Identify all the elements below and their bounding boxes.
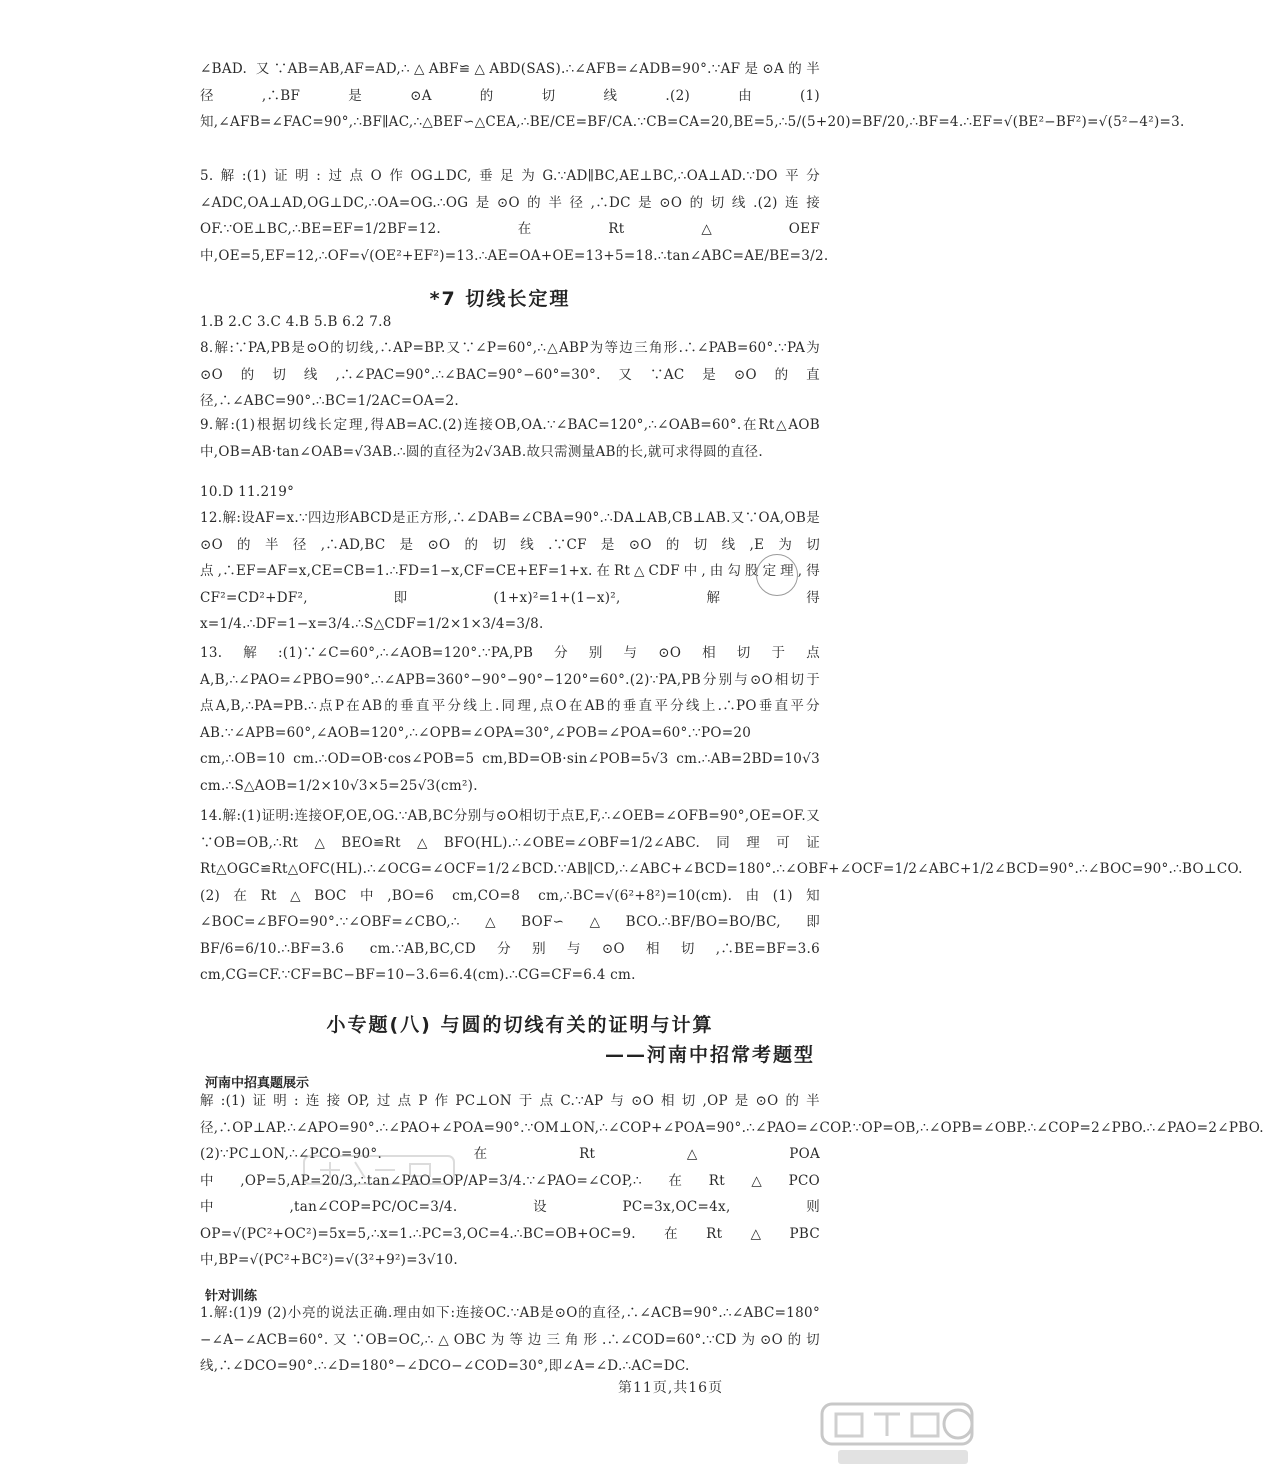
answer-14: 14.解:(1)证明:连接OF,OE,OG.∵AB,BC分别与⊙O相切于点E,F,∴∠OEB=∠OFB=90°,OE=OF.又∵OB=OB,∴Rt△BEO≌Rt△BFO(HL).∴∠OBE=∠OBF=1/2∠ABC.同理可证Rt△OGC≌Rt△OFC(HL).∴∠OCG=∠OCF=1/2∠BCD.∵AB∥CD,∴∠ABC+∠BCD=180°.∴∠OBF+∠OCF=1/2∠ABC+1/2∠BCD=90°.∴∠BOC=90°.∴BO⊥CO.(2)在Rt△BOC中,BO=6 cm,CO=8 cm,∴BC=√(6²+8²)=10(cm).由(1)知∠BOC=∠BFO=90°.∵∠OBF=∠CBO,∴△BOF∽△BCO.∴BF/BO=BO/BC,即BF/6=6/10.∴BF=3.6 cm.∵AB,BC,CD分别与⊙O相切,∴BE=BF=3.6 cm,CG=CF.∵CF=BC−BF=10−3.6=6.4(cm).∴CG=CF=6.4 cm. [200,808,1243,983]
section-title-7: *7 切线长定理 [429,288,571,310]
watermark-text-icon [300,1150,460,1190]
answer-training-1: 1.解:(1)9 (2)小亮的说法正确.理由如下:连接OC.∵AB是⊙O的直径,∴∠ACB=90°.∴∠ABC=180°−∠A−∠ACB=60°.又∵OB=OC,∴△OBC为等边三角形.∴∠COD=60°.∵CD为⊙O的切线,∴∠DCO=90°.∴∠D=180°−∠DCO−∠COD=30°,即∠A=∠D.∴AC=DC. [200,1305,820,1374]
section-label-xunlian: 针对训练 [205,1289,258,1304]
answers-10-11: 10.D 11.219° [200,484,295,500]
answer-5: 5.解:(1)证明:过点O作OG⊥DC,垂足为G.∵AD∥BC,AE⊥BC,∴OA⊥AD.∵DO平分∠ADC,OA⊥AD,OG⊥DC,∴OA=OG.∴OG是⊙O的半径,∴DC是⊙O的切线.(2)连接OF.∵OE⊥BC,∴BE=EF=1/2BF=12.在Rt△OEF中,OE=5,EF=12,∴OF=√(OE²+EF²)=13.∴AE=OA+OE=13+5=18.∴tan∠ABC=AE/BE=3/2. [200,168,829,264]
answers-1-7: 1.B 2.C 3.C 4.B 5.B 6.2 7.8 [200,314,392,330]
answer-8: 8.解:∵PA,PB是⊙O的切线,∴AP=BP.又∵∠P=60°,∴△ABP为等边三角形.∴∠PAB=60°.∵PA为⊙O的切线,∴∠PAC=90°.∴∠BAC=90°−60°=30°.又∵AC是⊙O的直径,∴∠ABC=90°.∴BC=1/2AC=OA=2. [200,340,820,409]
special-topic-title: 小专题(八) 与圆的切线有关的证明与计算 [326,1014,714,1036]
answer-12: 12.解:设AF=x.∵四边形ABCD是正方形,∴∠DAB=∠CBA=90°.∴DA⊥AB,CB⊥AB.又∵OA,OB是⊙O的半径,∴AD,BC是⊙O的切线.∵CF是⊙O的切线,E为切点,∴EF=AF=x,CE=CB=1.∴FD=1−x,CF=CE+EF=1+x.在Rt△CDF中,由勾股定理,得CF²=CD²+DF²,即(1+x)²=1+(1−x)²,解得x=1/4.∴DF=1−x=3/4.∴S△CDF=1/2×1×3/4=3/8. [200,510,820,632]
answer-9: 9.解:(1)根据切线长定理,得AB=AC.(2)连接OB,OA.∵∠BAC=120°,∴∠OAB=60°.在Rt△AOB中,OB=AB·tan∠OAB=√3AB.∴圆的直径为2√3AB.故只需测量AB的长,就可求得圆的直径. [200,417,820,460]
watermark-logo-icon [818,1402,988,1468]
answer-13: 13.解:(1)∵∠C=60°,∴∠AOB=120°.∵PA,PB分别与⊙O相切于点A,B,∴∠PAO=∠PBO=90°.∴∠APB=360°−90°−90°−120°=60°.(2)∵PA,PB分别与⊙O相切于点A,B,∴PA=PB.∴点P在AB的垂直平分线上.同理,点O在AB的垂直平分线上.∴PO垂直平分AB.∵∠APB=60°,∠AOB=120°,∴∠OPB=∠OPA=30°,∠POB=∠POA=60°.∵PO=20 cm,∴OB=10 cm.∴OD=OB·cos∠POB=5 cm,BD=OB·sin∠POB=5√3 cm.∴AB=2BD=10√3 cm.∴S△AOB=1/2×10√3×5=25√3(cm²). [200,645,820,794]
section-label-zhenti: 河南中招真题展示 [205,1076,310,1091]
page-footer: 第11页,共16页 [618,1380,724,1396]
answer-4-continued: ∠BAD. 又∵AB=AB,AF=AD,∴△ABF≌△ABD(SAS).∴∠AFB=∠ADB=90°.∵AF是⊙A的半径,∴BF是⊙A的切线.(2)由(1)知,∠AFB=∠FAC=90°,∴BF∥AC,∴△BEF∽△CEA,∴BE/CE=BF/CA.∵CB=CA=20,BE=5,∴5/(5+20)=BF/20,∴BF=4.∴EF=√(BE²−BF²)=√(5²−4²)=3. [200,61,1185,130]
answer-zhenti: 解:(1)证明:连接OP,过点P作PC⊥ON于点C.∵AP与⊙O相切,OP是⊙O的半径,∴OP⊥AP.∴∠APO=90°.∴∠PAO+∠POA=90°.∵OM⊥ON,∴∠COP+∠POA=90°.∴∠PAO=∠COP.∵OP=OB,∴∠OPB=∠OBP.∴∠COP=2∠PBO.∴∠PAO=2∠PBO.(2)∵PC⊥ON,∴∠PCO=90°.在Rt△POA中,OP=5,AP=20/3,∴tan∠PAO=OP/AP=3/4.∵∠PAO=∠COP,∴在Rt△PCO中,tan∠COP=PC/OC=3/4.设PC=3x,OC=4x,则OP=√(PC²+OC²)=5x=5,∴x=1.∴PC=3,OC=4.∴BC=OB+OC=9.在Rt△PBC中,BP=√(PC²+BC²)=√(3²+9²)=3√10. [200,1093,1264,1268]
stamp-circle-icon [756,554,798,596]
special-topic-subtitle: ——河南中招常考题型 [604,1044,815,1066]
